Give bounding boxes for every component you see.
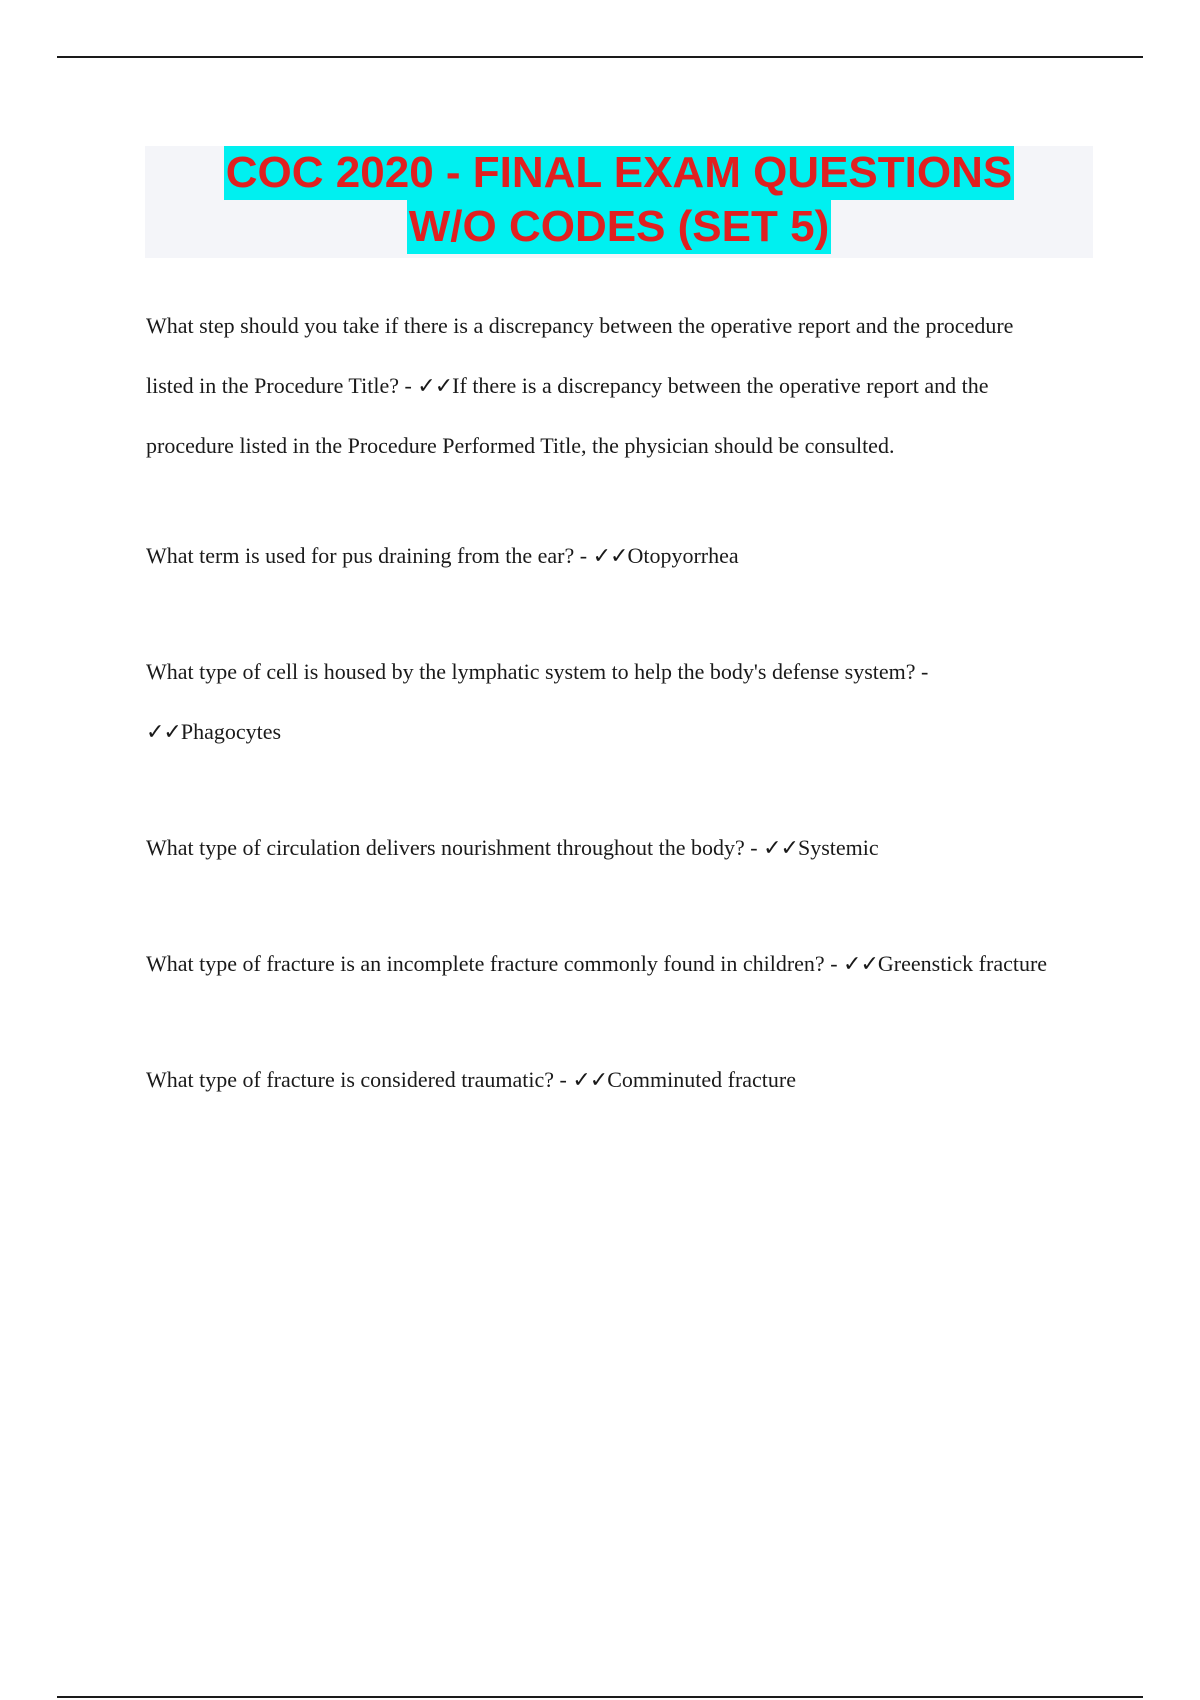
qa-item xyxy=(146,1050,1066,1110)
answer-text: Systemic xyxy=(797,835,879,860)
answer-text: Comminuted fracture xyxy=(607,1067,797,1092)
answer-text: Greenstick fracture xyxy=(877,951,1048,976)
qa-item xyxy=(146,296,1066,476)
answer-text: If there is a discrepancy between the operative report and the procedure listed in the Procedure Performed Title, the physician should be consulted. xyxy=(146,373,989,458)
double-check-icon: ✓✓ xyxy=(417,373,453,398)
answer-text: Phagocytes xyxy=(180,719,282,744)
double-check-icon: ✓✓ xyxy=(592,543,628,568)
separator: - xyxy=(915,659,929,684)
title-banner xyxy=(145,146,1093,258)
qa-list xyxy=(146,296,1066,1110)
separator: - xyxy=(554,1067,573,1092)
double-check-icon: ✓✓ xyxy=(763,835,798,860)
separator: - xyxy=(744,835,764,860)
question-text: What type of circulation delivers nourishment throughout the body? xyxy=(146,835,745,860)
question-text: What step should you take if there is a discrepancy between the operative report and the procedure listed in the Procedure Title? xyxy=(146,313,1014,398)
question-text: What term is used for pus draining from the ear? xyxy=(146,543,575,568)
question-text: What type of fracture is an incomplete fracture commonly found in children? xyxy=(146,951,825,976)
question-text: What type of cell is housed by the lymphatic system to help the body's defense system? xyxy=(146,659,916,684)
top-divider xyxy=(57,56,1143,58)
answer-text: Otopyorrhea xyxy=(627,543,739,568)
separator: - xyxy=(824,951,844,976)
bottom-divider xyxy=(57,1696,1143,1698)
double-check-icon: ✓✓ xyxy=(146,719,181,744)
separator: - xyxy=(398,373,418,398)
qa-item xyxy=(146,526,1066,586)
qa-item xyxy=(146,818,1066,878)
double-check-icon: ✓✓ xyxy=(572,1067,608,1092)
question-text: What type of fracture is considered traumatic? xyxy=(146,1067,555,1092)
separator: - xyxy=(574,543,593,568)
qa-item xyxy=(146,934,1066,994)
qa-item xyxy=(146,642,1066,762)
page-title-line-2: W/O CODES (SET 5) xyxy=(407,200,831,254)
page-title-line-1: COC 2020 - FINAL EXAM QUESTIONS xyxy=(224,146,1014,200)
double-check-icon: ✓✓ xyxy=(843,951,878,976)
